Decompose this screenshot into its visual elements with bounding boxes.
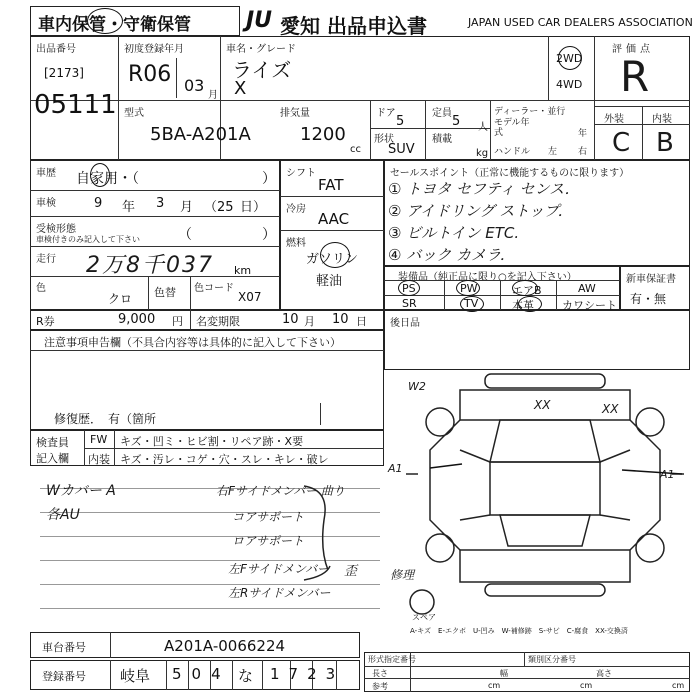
- chassis-value: A201A-0066224: [164, 637, 286, 655]
- fw-label: FW: [90, 433, 108, 446]
- shape-label: 形状: [374, 134, 394, 145]
- inspection-label: 車検: [36, 198, 56, 209]
- first-reg-year: R06: [128, 62, 172, 87]
- exterior-score: C: [612, 128, 631, 158]
- remark-right-2: コアサポート: [232, 510, 305, 524]
- capacity-unit: 人: [478, 122, 488, 133]
- spec-cm-3: cm: [672, 681, 685, 690]
- recycle-label: R券: [36, 315, 55, 328]
- ac-value: AAC: [318, 210, 350, 228]
- drive-4wd: 4WD: [556, 78, 583, 91]
- color-change-label: 色替: [154, 286, 176, 299]
- score-label: 評価点: [612, 44, 654, 55]
- shift-label: シフト: [286, 168, 316, 179]
- remark-left-1: Wカバー A: [46, 483, 116, 499]
- storage-type: 車内保管・守衛保管: [38, 15, 191, 35]
- tax-day: 10: [332, 312, 349, 327]
- inspection-day: （25: [204, 200, 234, 215]
- spec-class-label: 類別区分番号: [528, 655, 576, 664]
- color-value: クロ: [108, 292, 133, 306]
- mileage-value: 2万8千037: [86, 253, 214, 278]
- sales-point-4: ④ バック カメラ．: [388, 246, 515, 264]
- ac-label: 冷房: [286, 204, 306, 215]
- receipt-label: 受検形態: [36, 224, 76, 235]
- car-grade: X: [234, 78, 247, 99]
- model-value: 5BA-A201A: [150, 124, 251, 145]
- spare-label: スペア: [412, 613, 436, 622]
- spec-ref-label: 参考: [372, 682, 388, 691]
- repair-history: 修復歴． 有（箇所: [54, 412, 157, 426]
- chassis-label: 車台番号: [42, 641, 86, 654]
- tax-month: 10: [282, 312, 299, 327]
- exterior-label: 外装: [604, 114, 624, 125]
- first-reg-label: 初度登録年月: [124, 44, 184, 55]
- shift-value: FAT: [318, 176, 344, 194]
- plate-label: 登録番号: [42, 670, 86, 683]
- lot-number: 05111: [34, 90, 117, 120]
- doors-value: 5: [396, 114, 405, 129]
- equip-seat: カワシート: [562, 299, 617, 312]
- spec-cm-2: cm: [580, 681, 593, 690]
- diagram-mark-xx-2: XX: [602, 402, 619, 416]
- first-reg-month: 03: [184, 76, 205, 95]
- load-unit: kg: [476, 148, 489, 159]
- handle-right: 右: [578, 147, 588, 157]
- inspection-nichi: 日）: [240, 200, 267, 215]
- equip-pw: PW: [460, 282, 478, 295]
- diagram-mark-xx-1: XX: [534, 398, 551, 412]
- capacity-value: 5: [452, 114, 461, 129]
- shape-value: SUV: [388, 142, 415, 157]
- form-title: 愛知 出品申込書: [280, 14, 427, 38]
- doors-label: ドア: [376, 108, 396, 119]
- diagram-mark-a1-left: A1: [388, 462, 403, 475]
- warranty-values: 有・無: [630, 292, 667, 306]
- receipt-close: ）: [262, 227, 276, 243]
- spec-width-label: 幅: [500, 669, 508, 678]
- circle-mark: [87, 8, 123, 34]
- recycle-unit: 円: [172, 315, 183, 328]
- history-value: 自家用・（: [76, 171, 139, 187]
- tax-month-unit: 月: [304, 315, 315, 328]
- history-close: ）: [262, 171, 276, 187]
- sales-point-3: ③ ビルトイン ETC.: [388, 224, 520, 242]
- remark-right-4: 左Fサイドメンバー: [228, 562, 330, 576]
- plate-kana: な: [238, 667, 254, 685]
- history-circle: [90, 163, 110, 187]
- inspection-year: 9: [94, 196, 103, 211]
- equipment-label: 装備品（純正品に限り○を記入下さい）: [398, 272, 577, 283]
- diagram-mark-w2: W2: [408, 380, 426, 393]
- history-label: 車歴: [36, 168, 56, 179]
- warranty-label: 新車保証書: [626, 274, 676, 285]
- tax-day-unit: 日: [356, 315, 367, 328]
- color-code-label: 色コード: [194, 283, 234, 294]
- equip-aw: AW: [578, 282, 596, 295]
- remark-right-1: 右Fサイドメンバー 曲り: [216, 484, 345, 498]
- sales-point-2: ② アイドリング ストップ．: [388, 202, 573, 220]
- receipt-open: （: [178, 227, 192, 243]
- mileage-unit: km: [234, 264, 252, 277]
- interior-score: B: [656, 128, 674, 158]
- notes-label: 注意事項申告欄（不具合内容等は具体的に記入して下さい）: [44, 336, 341, 349]
- remark-right-5: 左Rサイドメンバー: [228, 586, 331, 600]
- remark-left-2: 各AU: [46, 507, 80, 523]
- ju-logo: JU: [246, 8, 273, 33]
- drive-2wd: 2WD: [556, 52, 583, 65]
- remark-replace: 修理: [390, 568, 415, 582]
- car-name-label: 車名・グレード: [226, 44, 296, 55]
- remark-brace: [300, 480, 350, 600]
- fuel-diesel: 軽油: [316, 274, 343, 289]
- spec-form-label: 形式指定番号: [368, 655, 416, 664]
- equip-ps: PS: [402, 282, 416, 295]
- rear-seat-box: [384, 310, 690, 370]
- int-items: キズ・汚レ・コゲ・穴・スレ・キレ・破レ: [120, 453, 329, 466]
- color-label: 色: [36, 283, 46, 294]
- mileage-label: 走行: [36, 254, 56, 265]
- model-label: 型式: [124, 108, 144, 119]
- equip-airbag: エアB: [512, 284, 542, 297]
- plate-class: 504: [172, 665, 231, 683]
- sales-point-1: ① トヨタ セフティ センス．: [388, 180, 580, 198]
- inspection-month: 3: [156, 196, 165, 211]
- inspection-nen: 年: [122, 200, 136, 215]
- spec-length-label: 長さ: [372, 669, 388, 678]
- interior-label: 内装: [652, 114, 672, 125]
- ps-circle: [398, 280, 420, 296]
- recycle-value: 9,000: [118, 312, 156, 327]
- displacement-value: 1200: [300, 124, 346, 145]
- inspection-gatsu: 月: [180, 200, 194, 215]
- displacement-unit: cc: [350, 144, 361, 155]
- inspector-label-1: 検査員: [36, 436, 69, 449]
- diagram-legend: A-キズ E-エクボ U-凹み W-補修跡 S-サビ C-腐食 XX-交換済: [410, 627, 628, 635]
- fw-items: キズ・凹ミ・ヒビ割・リペア跡・X要: [120, 435, 304, 448]
- equip-sr: SR: [402, 297, 417, 310]
- lot-sub: [2173]: [44, 66, 84, 80]
- displacement-label: 排気量: [280, 108, 310, 119]
- int-label: 内装: [88, 453, 110, 466]
- plate-region: 岐阜: [120, 667, 151, 685]
- sales-label: セールスポイント（正常に機能するものに限ります）: [390, 168, 630, 179]
- car-name: ライズ: [232, 58, 292, 82]
- capacity-label: 定員: [432, 108, 452, 119]
- fuel-circle: [320, 242, 350, 268]
- diagram-mark-a1-right: A1: [660, 468, 675, 481]
- plate-number: 1723: [270, 665, 345, 683]
- model-year-label: モデル年式: [494, 118, 530, 138]
- inspector-label-2: 記入欄: [36, 452, 69, 465]
- dealer-label: ディーラー・並行: [494, 107, 566, 117]
- model-year-unit: 年: [578, 129, 588, 139]
- fuel-gas: ガソリン: [306, 252, 359, 267]
- spec-cm-1: cm: [488, 681, 501, 690]
- fuel-label: 燃料: [286, 238, 306, 249]
- airbag-circle: [512, 280, 538, 296]
- remark-mark: 歪: [344, 564, 358, 579]
- association-name: JAPAN USED CAR DEALERS ASSOCIATION: [468, 16, 693, 29]
- 2wd-circle: [558, 46, 582, 70]
- tax-label: 名変期限: [196, 315, 240, 328]
- receipt-sub: 車検付きのみ記入して下さい: [36, 235, 140, 244]
- spec-height-label: 高さ: [596, 669, 612, 678]
- handle-label: ハンドル: [494, 147, 531, 157]
- handle-left: 左: [548, 147, 558, 157]
- pw-circle: [456, 280, 480, 296]
- remark-right-3: ロアサポート: [232, 534, 305, 548]
- equip-leather: 本革: [512, 299, 534, 312]
- load-label: 積載: [432, 134, 452, 145]
- equip-tv: TV: [464, 297, 479, 310]
- rear-seat-label: 後日品: [390, 318, 420, 329]
- score-value: R: [620, 52, 650, 101]
- color-code: X07: [238, 290, 262, 304]
- lot-label: 出品番号: [36, 44, 76, 55]
- first-reg-month-unit: 月: [208, 90, 218, 101]
